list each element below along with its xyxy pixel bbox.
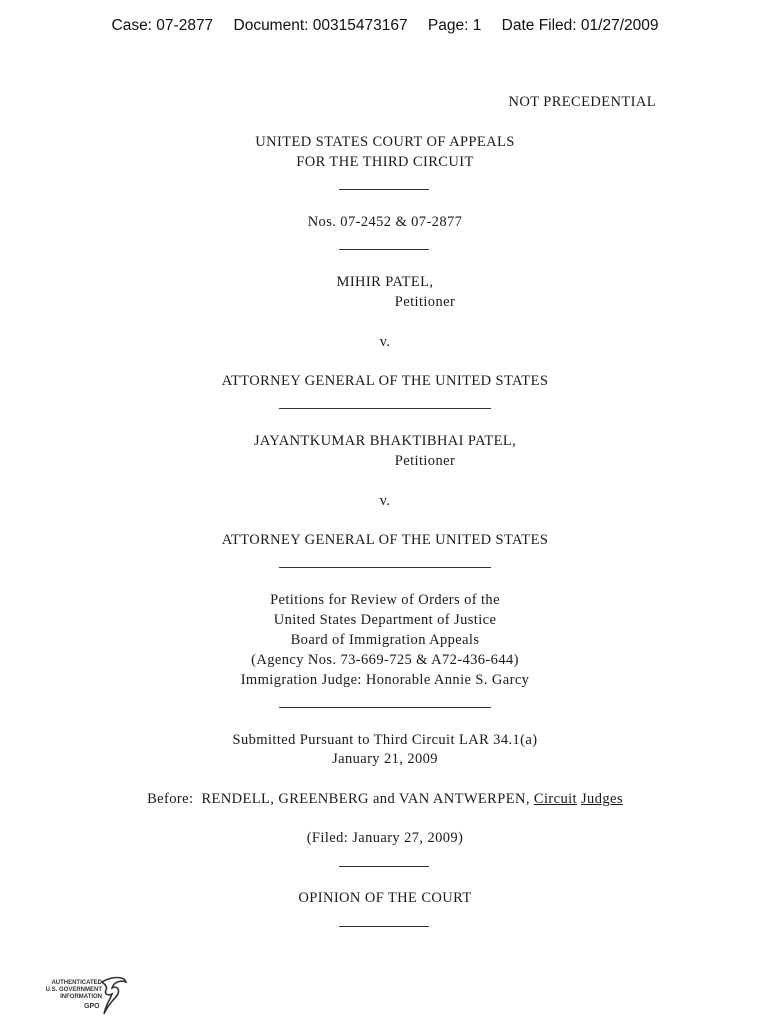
panel-names: Before: RENDELL, GREENBERG and VAN ANTWERPEN, [147, 791, 534, 807]
date-filed: Date Filed: 01/27/2009 [501, 17, 659, 34]
review-line: Board of Immigration Appeals [290, 632, 480, 648]
opinion-title: OPINION OF THE COURT [298, 890, 472, 906]
case-numbers: Nos. 07-2452 & 07-2877 [307, 214, 463, 230]
petitioner-role: Petitioner [394, 453, 456, 469]
divider [339, 249, 429, 250]
divider [279, 707, 491, 708]
logo-text: AUTHENTICATED U.S. GOVERNMENT INFORMATION [45, 980, 102, 1000]
gpo-text: GPO [84, 1003, 100, 1010]
respondent: ATTORNEY GENERAL OF THE UNITED STATES [221, 373, 549, 389]
filed-date: (Filed: January 27, 2009) [306, 830, 464, 846]
agency-numbers: (Agency Nos. 73-669-725 & A72-436-644) [251, 652, 519, 668]
review-line: United States Department of Justice [273, 612, 497, 628]
immigration-judge: Immigration Judge: Honorable Annie S. Garcy [240, 672, 530, 688]
petitioner-role: Petitioner [394, 294, 456, 310]
petitioner-name: MIHIR PATEL, [336, 274, 434, 290]
panel-judges [0, 791, 770, 808]
divider [279, 408, 491, 409]
filing-header [0, 17, 770, 35]
divider [339, 866, 429, 867]
circuit-word: Circuit [533, 791, 577, 807]
eagle-icon [98, 974, 128, 1018]
divider [279, 567, 491, 568]
petitioner-name: JAYANTKUMAR BHAKTIBHAI PATEL, [253, 433, 517, 449]
submission-note: Submitted Pursuant to Third Circuit LAR 34.1(a) [232, 732, 538, 748]
gpo-authentication-logo [44, 974, 128, 1018]
court-name: UNITED STATES COURT OF APPEALS [255, 134, 515, 150]
precedential-status: NOT PRECEDENTIAL [508, 94, 656, 110]
versus: v. [379, 334, 391, 350]
court-circuit: FOR THE THIRD CIRCUIT [296, 154, 474, 170]
document-number: Document: 00315473167 [233, 17, 408, 34]
review-line: Petitions for Review of Orders of the [270, 592, 500, 608]
divider [339, 926, 429, 927]
versus: v. [379, 493, 391, 509]
respondent: ATTORNEY GENERAL OF THE UNITED STATES [221, 532, 549, 548]
case-number: Case: 07-2877 [111, 17, 214, 34]
divider [339, 189, 429, 190]
judges-word: Judges [581, 791, 623, 807]
page-number: Page: 1 [427, 17, 482, 34]
submission-date: January 21, 2009 [332, 751, 438, 767]
